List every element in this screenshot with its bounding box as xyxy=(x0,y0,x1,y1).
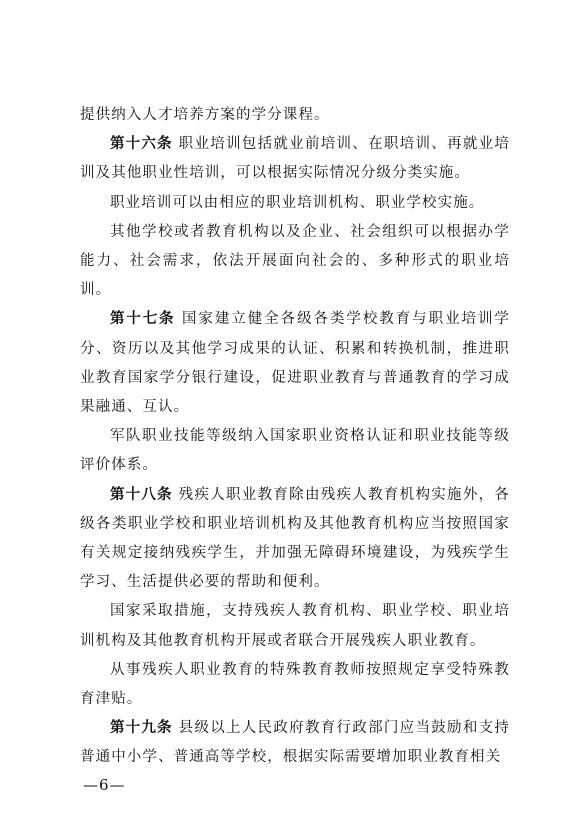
paragraph-text: 其他学校或者教育机构以及企业、社会组织可以根据办学能力、社会需求，依法开展面向社会的、多种形式的职业培训。 xyxy=(80,223,510,299)
paragraph xyxy=(80,189,510,218)
paragraph-text: 国家建立健全各级各类学校教育与职业培训学分、资历以及其他学习成果的认证、积累和转换机制，推进职业教育国家学分银行建设，促进职业教育与普通教育的学习成果融通、互认。 xyxy=(80,311,511,416)
paragraph-text: 从事残疾人职业教育的特殊教育教师按照规定享受特殊教育津贴。 xyxy=(80,661,510,708)
article-17-paragraph xyxy=(80,305,510,422)
paragraph-text: 残疾人职业教育除由残疾人教育机构实施外，各级各类职业学校和职业培训机构及其他教育机构应当按照国家有关规定接纳残疾学生，并加强无障碍环境建设，为残疾学生学习、生活提供必要的帮助和便利。 xyxy=(80,486,510,591)
article-number: 第十六条 xyxy=(110,136,173,153)
paragraph-text: 军队职业技能等级纳入国家职业资格认证和职业技能等级评价体系。 xyxy=(80,428,510,474)
paragraph-continuation xyxy=(80,101,510,130)
article-number: 第十八条 xyxy=(110,486,173,503)
paragraph xyxy=(80,597,510,655)
paragraph xyxy=(80,218,510,306)
paragraph-text: 提供纳入人才培养方案的学分课程。 xyxy=(80,107,330,123)
paragraph-text: 国家采取措施，支持残疾人教育机构、职业学校、职业培训机构及其他教育机构开展或者联合开展残疾人职业教育。 xyxy=(80,603,510,649)
paragraph-text: 职业培训包括就业前培训、在职培训、再就业培训及其他职业性培训，可以根据实际情况分级分类实施。 xyxy=(80,136,510,182)
article-18-paragraph xyxy=(80,481,510,598)
document-body xyxy=(80,101,510,773)
paragraph-text: 职业培训可以由相应的职业培训机构、职业学校实施。 xyxy=(110,194,485,211)
paragraph-text: 县级以上人民政府教育行政部门应当鼓励和支持普通中小学、普通高等学校，根据实际需要增加职业教育相关 xyxy=(80,720,510,766)
article-19-paragraph xyxy=(80,714,510,772)
page-number: —6— xyxy=(83,776,126,794)
article-16-paragraph xyxy=(80,130,510,188)
article-number: 第十九条 xyxy=(110,720,173,737)
paragraph xyxy=(80,422,510,480)
article-number: 第十七条 xyxy=(110,311,176,328)
paragraph xyxy=(80,656,510,714)
